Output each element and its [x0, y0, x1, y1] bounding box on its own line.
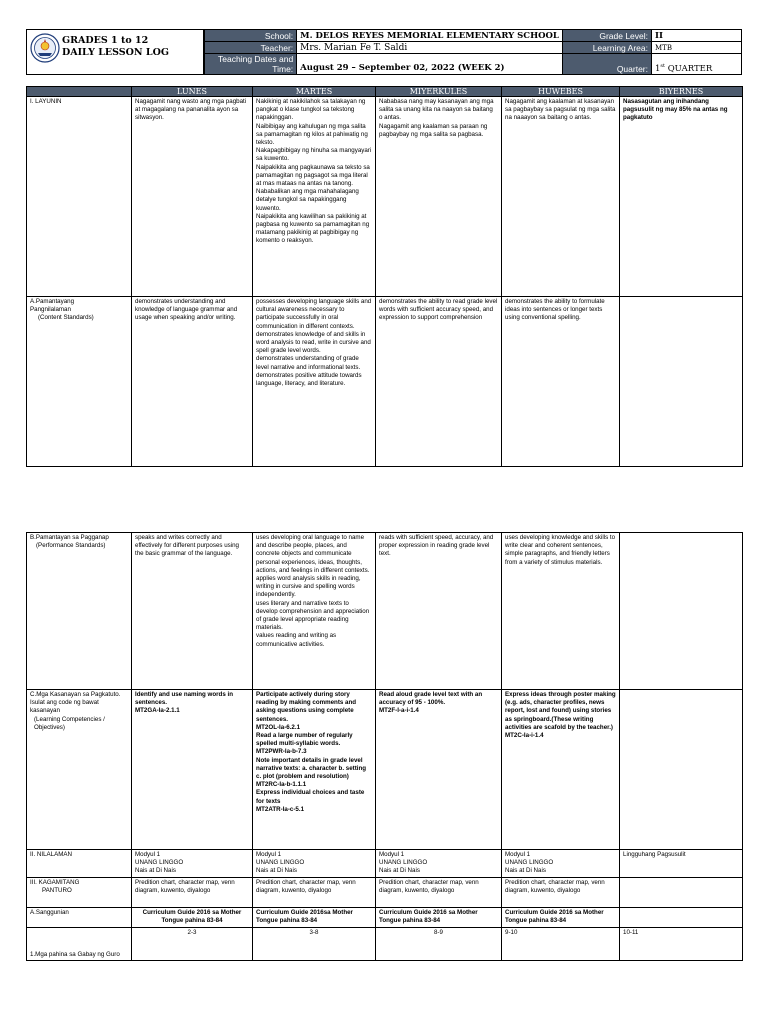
gabay-lunes: 2-3 [132, 928, 253, 961]
grade-level-value: II [652, 30, 742, 42]
day-header-row [27, 87, 743, 97]
lesson-table-part-1 [26, 86, 743, 467]
teaching-dates-label-line1: Teaching Dates and [218, 54, 294, 64]
nilalaman-module: Modyul 1 [256, 851, 282, 858]
header-info-table [204, 29, 742, 75]
competencies-biyernes [620, 690, 743, 850]
nilalaman-miyerkules [376, 850, 502, 878]
competencies-martes-code: MT2OL-Ia-6.2.1 [256, 723, 301, 731]
layunin-martes [253, 97, 376, 297]
layunin-martes-item: Nakikinig at nakikilahok sa talakayan ng pangkat o klase tungkol sa tekstong napakinggan. [256, 98, 366, 122]
content-standards-label-line3: (Content Standards) [38, 314, 94, 322]
quarter-suffix: st [660, 63, 665, 70]
table-row-gabay-ng-guro [27, 928, 743, 961]
competencies-huwebes [502, 690, 620, 850]
table-row-kagamitan [27, 878, 743, 908]
lesson-table-part-2 [26, 532, 743, 961]
kagamitan-huwebes: Predition chart, character map, venn diagram, kuwento, diyalogo [502, 878, 620, 908]
performance-martes [253, 533, 376, 690]
day-header-biyernes: BIYERNES [620, 87, 743, 97]
content-martes-item: demonstrates understanding of grade level narrative and informational texts. [256, 355, 361, 371]
header-title [62, 35, 169, 59]
content-lunes: demonstrates understanding and knowledge of language grammar and usage when speaking and/or writing. [132, 297, 253, 467]
competencies-label-line1: C.Mga Kasanayan sa Pagkatuto. Isulat ang code ng bawat kasanayan [30, 691, 121, 715]
nilalaman-week: UNANG LINGGO [256, 859, 305, 867]
competencies-label-line2: (Learning Competencies / Objectives) [34, 715, 105, 731]
content-standards-label-line2: Pangnilalaman [30, 306, 71, 314]
day-header-martes: MARTES [253, 87, 376, 97]
nilalaman-week: UNANG LINGGO [505, 859, 554, 867]
performance-huwebes: uses developing knowledge and skills to write clear and coherent sentences, simple paragraphs, and friendly letters from a variety of stimulus materials. [502, 533, 620, 690]
quarter-text: QUARTER [665, 64, 713, 74]
gabay-biyernes: 10-11 [620, 928, 743, 961]
layunin-martes-item: Naipakikita ang pagkaunawa sa teksto sa pamamagitan ng pagsagot sa mga literal at mas mataas na antas na tanong. [256, 163, 370, 188]
nilalaman-huwebes [502, 850, 620, 878]
competencies-miyerkules [376, 690, 502, 850]
nilalaman-topic: Nais at Di Nais [379, 867, 420, 875]
kagamitan-martes: Predition chart, character map, venn diagram, kuwento, diyalogo [253, 878, 376, 908]
content-martes-item: demonstrates knowledge of and skills in word analysis to read, write in cursive and spell grade level words. [256, 330, 371, 355]
layunin-martes-item: Naibibigay ang kahulugan ng mga salita sa pamamagitan ng kilos at pahiwatig ng teksto. [256, 122, 368, 147]
layunin-martes-item: Naipakikita ang kawilihan sa pakikinig at pagbasa ng kuwento sa pamamagitan ng matamang pakikinig at pagbibigay ng komento o reaksyon. [256, 212, 370, 245]
lesson-log-header [26, 29, 742, 76]
competencies-martes-item: Participate actively during story reading by making comments and asking questions using complete sentences. [256, 691, 357, 723]
layunin-miyerkules [376, 97, 502, 297]
kagamitan-label-line2: PANTURO [42, 887, 72, 895]
teacher-label: Teacher: [205, 42, 297, 54]
competencies-lunes-code: MT2GA-Ia-2.1.1 [135, 707, 180, 715]
sanggunian-huwebes: Curriculum Guide 2016 sa Mother Tongue pahina 83-84 [502, 908, 620, 928]
content-martes-item: demonstrates positive attitude towards language, literacy, and literature. [256, 371, 362, 388]
nilalaman-biyernes: Lingguhang Pagsusulit [620, 850, 743, 878]
quarter-value [652, 54, 742, 75]
row-label-kagamitan [27, 878, 132, 908]
content-biyernes [620, 297, 743, 467]
row-label-gabay-ng-guro: 1.Mga pahina sa Gabay ng Guro [27, 928, 132, 961]
competencies-martes-item: Read a large number of regularly spelled multi-syllabic words. [256, 732, 353, 748]
learning-area-label: Learning Area: [562, 42, 651, 54]
row-label-sanggunian: A.Sanggunian [27, 908, 132, 928]
teacher-value: Mrs. Marian Fe T. Saldi [297, 42, 563, 54]
quarter-label: Quarter: [562, 54, 651, 75]
row-label-content-standards [27, 297, 132, 467]
nilalaman-topic: Nais at Di Nais [135, 867, 176, 875]
layunin-biyernes: Nasasagutan ang inihandang pagsusulit ng may 85% na antas ng pagkatuto [620, 97, 743, 297]
performance-martes-item: uses literary and narrative texts to develop comprehension and appreciation of grade level appropriate reading materials. [256, 599, 370, 632]
gabay-miyerkules: 8-9 [376, 928, 502, 961]
grade-level-label: Grade Level: [562, 30, 651, 42]
teaching-dates-label-line2: Time: [272, 63, 294, 74]
nilalaman-week: UNANG LINGGO [379, 859, 428, 867]
kagamitan-biyernes [620, 878, 743, 908]
deped-seal-icon [30, 33, 60, 63]
performance-label-line2: (Performance Standards) [36, 542, 106, 550]
performance-martes-item: applies word analysis skills in reading, writing in cursive and spelling words independently. [256, 575, 361, 599]
nilalaman-martes [253, 850, 376, 878]
competencies-huwebes-item: Express ideas through poster making (e.g. ads, character profiles, news report, lost and found) using stories as springboard.(These writing activities are scafold by the teacher.) [505, 691, 616, 731]
quarter-number: 1 [655, 64, 661, 74]
performance-miyerkules: reads with sufficient speed, accuracy, and proper expression in reading grade level text. [376, 533, 502, 690]
layunin-miyerkules-item: Nababasa nang may kasanayan ang mga salita sa unang kita na naayon sa baitang o antas. [379, 98, 494, 122]
row-label-layunin: I. LAYUNIN [27, 97, 132, 297]
day-header-miyerkules: MIYERKULES [376, 87, 502, 97]
content-miyerkules: demonstrates the ability to read grade level words with sufficient accuracy speed, and expression to support comprehension [376, 297, 502, 467]
nilalaman-module: Modyul 1 [379, 851, 405, 858]
table-row-competencies [27, 690, 743, 850]
competencies-miyerkules-code: MT2F-I-a-i-1.4 [379, 707, 419, 715]
competencies-martes-code: MT2RC-Ia-b-1.1.1 [256, 781, 307, 789]
table-row-performance-standards [27, 533, 743, 690]
competencies-martes-code: MT2ATR-Ia-c-5.1 [256, 805, 305, 813]
row-label-nilalaman: II. NILALAMAN [27, 850, 132, 878]
nilalaman-topic: Nais at Di Nais [256, 867, 297, 875]
content-martes-item: possesses developing language skills and cultural awareness necessary to participate successfully in oral communication in different contexts. [256, 298, 372, 330]
content-standards-label-line1: A.Pamantayang [30, 298, 75, 305]
nilalaman-module: Modyul 1 [135, 851, 161, 858]
day-header-lunes: LUNES [132, 87, 253, 97]
nilalaman-topic: Nais at Di Nais [505, 867, 546, 875]
sanggunian-martes: Curriculum Guide 2016sa Mother Tongue pahina 83-84 [253, 908, 376, 928]
day-header-huwebes: HUWEBES [502, 87, 620, 97]
row-label-competencies [27, 690, 132, 850]
table-row-content-standards [27, 297, 743, 467]
row-label-performance-standards [27, 533, 132, 690]
layunin-martes-item: Nababalikan ang mga mahahalagang detalye tungkol sa napakinggang kuwento. [256, 188, 359, 212]
school-label: School: [205, 30, 297, 42]
performance-martes-item: values reading and writing as communicative activities. [256, 632, 337, 648]
layunin-huwebes: Nagagamit ang kaalaman at kasanayan sa pagbaybay sa pagsulat ng mga salita na naaayon sa baitang o antas. [502, 97, 620, 297]
performance-biyernes [620, 533, 743, 690]
gabay-huwebes: 9-10 [502, 928, 620, 961]
layunin-martes-item: Nakapagbibigay ng hinuha sa mangyayari sa kuwento. [256, 147, 372, 163]
competencies-martes-item: Note important details in grade level narrative texts: a. character b. setting c. plot (problem and resolution) [256, 756, 367, 781]
school-value: M. DELOS REYES MEMORIAL ELEMENTARY SCHOOL [297, 30, 563, 42]
header-title-box [26, 29, 204, 75]
table-row-layunin [27, 97, 743, 297]
kagamitan-miyerkules: Predition chart, character map, venn diagram, kuwento, diyalogo [376, 878, 502, 908]
performance-label-line1: B.Pamantayan sa Pagganap [30, 534, 109, 541]
nilalaman-week: UNANG LINGGO [135, 859, 184, 867]
competencies-martes [253, 690, 376, 850]
nilalaman-module: Modyul 1 [505, 851, 531, 858]
content-huwebes: demonstrates the ability to formulate ideas into sentences or longer texts using conventional spelling. [502, 297, 620, 467]
corner-cell [27, 87, 132, 97]
performance-martes-item: uses developing oral language to name and describe people, places, and concrete objects and communicate personal experiences, ideas, thoughts, actions, and feelings in different contexts. [256, 534, 370, 574]
title-line-1: GRADES 1 to 12 [62, 35, 149, 46]
competencies-huwebes-code: MT2C-Ia-i-1.4 [505, 732, 544, 740]
learning-area-value: MTB [652, 42, 742, 54]
teaching-dates-label [205, 54, 297, 75]
competencies-lunes-item: Identify and use naming words in sentences. [135, 691, 233, 707]
competencies-martes-code: MT2PWR-Ia-b-7.3 [256, 748, 307, 756]
kagamitan-label-line1: III. KAGAMITANG [30, 879, 80, 886]
title-line-2: DAILY LESSON LOG [62, 47, 169, 58]
sanggunian-miyerkules: Curriculum Guide 2016 sa Mother Tongue pahina 83-84 [376, 908, 502, 928]
nilalaman-lunes [132, 850, 253, 878]
layunin-lunes: Nagagamit nang wasto ang mga pagbati at magagalang na pananalita ayon sa sitwasyon. [132, 97, 253, 297]
teaching-dates-value: August 29 – September 02, 2022 (WEEK 2) [297, 54, 563, 75]
competencies-miyerkules-item: Read aloud grade level text with an accuracy of 95 - 100%. [379, 691, 483, 707]
layunin-miyerkules-item: Nagagamit ang kaalaman sa paraan ng pagbaybay ng mga salita sa pagbasa. [379, 122, 488, 138]
kagamitan-lunes: Predition chart, character map, venn diagram, kuwento, diyalogo [132, 878, 253, 908]
content-martes [253, 297, 376, 467]
table-row-nilalaman [27, 850, 743, 878]
performance-lunes: speaks and writes correctly and effectively for different purposes using the basic grammar of the language. [132, 533, 253, 690]
gabay-martes: 3-8 [253, 928, 376, 961]
table-row-sanggunian [27, 908, 743, 928]
competencies-lunes [132, 690, 253, 850]
sanggunian-lunes: Curriculum Guide 2016 sa Mother Tongue pahina 83-84 [132, 908, 253, 928]
competencies-martes-item: Express individual choices and taste for texts [256, 789, 365, 805]
sanggunian-biyernes [620, 908, 743, 928]
